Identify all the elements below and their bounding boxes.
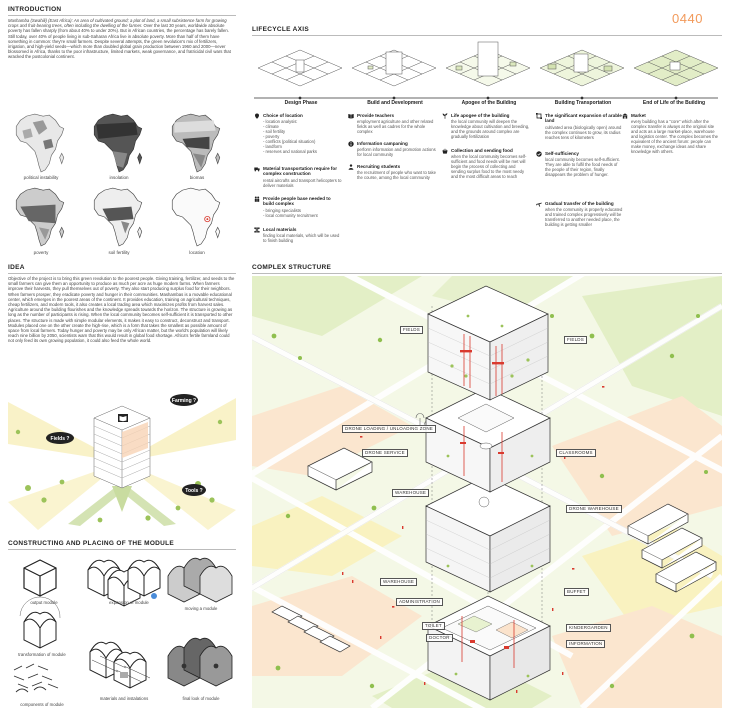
idea-diagram xyxy=(8,392,236,530)
module-caption-components: components of module xyxy=(20,702,64,707)
lc-item-collecting-food: Collection and sending food when the local community becomes self-sufficient and food needs will be met will begin the process of collecting and sending surplus food to the most needy and the most difficult areas to reach xyxy=(442,148,530,179)
intro-text xyxy=(8,18,236,60)
lc-item-life-apogee: Life apogee of the building the local community will deepen the knowledge about cultivation and breeding, and the grounds around complex are gradually fertilization xyxy=(442,113,530,139)
label-drone-loading: DRONE LOADING / UNLOADING ZONE xyxy=(342,425,436,433)
lifecycle-heading: LIFECYCLE AXIS xyxy=(252,26,310,33)
phase-diagram-end xyxy=(634,50,718,86)
map-caption-4: poverty xyxy=(33,250,49,255)
idea-rule xyxy=(8,273,236,274)
lc-item-self-sufficiency: Self-sufficiency local community becomes self-sufficient. They are able to fulfil the food needs of the people of their region, finally disappears the problem of hunger. xyxy=(536,151,624,177)
book-icon xyxy=(348,113,354,119)
lc-item-people-base: Provide people base needed to build complex - bringing specialists - local community recruitment xyxy=(254,196,342,218)
intro-heading: INTRODUCTION xyxy=(8,6,62,13)
lc-item-info-campaign: Information campaning perform information and promotion actions for local community xyxy=(348,141,436,157)
expand-icon xyxy=(536,113,542,119)
label-classrooms: CLASSROOMS xyxy=(556,449,596,457)
lifecycle-rule xyxy=(252,35,722,36)
phase-diagram-apogee xyxy=(446,42,530,86)
students-icon xyxy=(348,164,354,170)
phase-title-5: End of Life of the Building xyxy=(642,100,706,106)
phase-diagram-transport xyxy=(540,50,624,86)
map-biomas xyxy=(166,112,226,179)
module-caption-output: output module xyxy=(30,600,58,605)
label-information: INFORMATION xyxy=(566,640,605,648)
modules-rule xyxy=(8,549,236,550)
intro-body: Over the last 30 years, worldwide absolute poverty has fallen sharply (from about 40% to under 20%). But in African countries, the percentage has barely fallen. Still today, over 40% of people living in sub-Saharan Africa live in absolute poverty. More than half of them have something in common: they're small farmers. Despite several attempts, the green revolution's mix of fertilizers, irrigation, and high-yield seeds—which more than doubled global grain production between 1960 and 2000—never blossomed in Africa, thanks to the poor infrastructure, limited markets, weak governance, and fratricidal civil wars that wracked the postcolonial continent. xyxy=(8,23,231,60)
basket-icon xyxy=(442,148,448,154)
pin-icon xyxy=(254,113,260,119)
map-poverty xyxy=(10,186,70,253)
lc-item-recruiting: Recruiting students the recruitment of people who want to take the course, among the local community xyxy=(348,164,436,180)
people-icon xyxy=(254,196,260,202)
phase-title-4: Building Transportation xyxy=(554,100,612,106)
label-administration: ADMINISTRATION xyxy=(396,598,443,606)
bubble-tools: Tools ? xyxy=(185,488,203,494)
label-drone-service: DRONE SERVICE xyxy=(362,449,408,457)
map-caption-6: location xyxy=(189,250,205,255)
lc-item-expansion: The significant expansion of arable land cultivated area (biologically open) around the complex continues to grow, its radius reaches tens of kilometers xyxy=(536,113,624,140)
label-fields-right: FIELDS xyxy=(564,336,587,344)
phase-title-1: Design Phase xyxy=(284,100,318,106)
lc-item-local-materials: Local materials finding local materials, which will be used to finish building xyxy=(254,227,342,243)
info-icon xyxy=(348,141,354,147)
map-caption-1: political instability xyxy=(23,175,59,180)
map-caption-5: soil fertility xyxy=(108,250,130,255)
truck-icon xyxy=(254,166,260,172)
lc-item-choice-location: Choice of location - location analysis: - climate - soil fertility - poverty - conflicts (political situation) - landform - reserves and national parks xyxy=(254,113,342,154)
complex-rule xyxy=(252,273,722,274)
map-caption-2: insolation xyxy=(109,175,129,180)
complex-diagram xyxy=(252,276,722,708)
module-caption-transformation: transformation of module xyxy=(18,652,66,657)
lc-item-teachers: Provide teachers employment agriculture and other related fields as well as cadres for the whole complex xyxy=(348,113,436,134)
lifecycle-diagrams xyxy=(252,40,722,96)
idea-heading: IDEA xyxy=(8,264,25,271)
lc-item-gradual-transfer: Gradual transfer of the building when the community is properly educated and trained complex progressively will be transferred to another needed place, the building is getting smaller xyxy=(536,201,624,227)
module-caption-final: final look of module xyxy=(182,696,220,701)
label-buffet: BUFFET xyxy=(564,588,589,596)
idea-body: Objective of the project is to bring this green revolution to the poorest people. Giving training, fertilizer, and seeds to the small farmers can give them an opportunity to produce as much per acre as huge modern farms. When farmers improve their harvests, they pull themselves out of poverty. They also start producing surplus food for their neighbors. When farmers prosper, they eradicate poverty and hunger in their communities. Mashambas is a movable educational center, which emerges in the poorest areas of the continent. It provides education, training on agricultural techniques, cheap fertilizers, and modern tools, it also creates a local trading area which maximizes profits from harvest sales. Agriculture around the building flourishes and the knowledge spreads towards the horizon. The structure is growing as long as the number of participants is rising. When the local community becomes self-sufficient it is transported to other places. The structure is made with simple modular elements, it makes it easy to construct, deconstruct and transport. Modules placed one on the other create the high-rise, which is a form that takes the smallest as possible amount of space from local farmers. Today hunger and poverty may be only African matter, but the world's population will likely reach nine billion by 2050, scientists warn that this would result in global food shortage. Africa's fertile farmland could not only feed its own growing population, it could also feed the whole world. xyxy=(8,276,235,344)
module-caption-materials: materials and instalations xyxy=(99,696,149,701)
phase-title-2: Build and Development xyxy=(367,100,423,106)
bubble-farming: Farming ? xyxy=(171,398,197,404)
bricks-icon xyxy=(254,227,260,233)
market-icon xyxy=(622,113,628,119)
phase-title-3: Apogee of the Building xyxy=(461,100,517,106)
phase-diagram-build xyxy=(352,50,436,86)
label-warehouse-2: WAREHOUSE xyxy=(380,578,417,586)
map-caption-3: biomas xyxy=(189,175,205,180)
label-doctor: DOCTOR xyxy=(426,634,453,642)
complex-heading: COMPLEX STRUCTURE xyxy=(252,264,332,271)
label-kindergarden: KINDERGARDEN xyxy=(566,624,611,632)
intro-lead: Mashamba (Swahili) (East Africa): An area of cultivated ground; a plot of land, a small subsistence farm for growing crops and fruit-bearing trees, often including the dwelling of the farmer. xyxy=(8,18,227,29)
intro-rule xyxy=(8,15,236,16)
module-caption-moving: moving a module xyxy=(184,606,218,611)
module-caption-expansion: expansion of module xyxy=(109,600,149,605)
map-insolation xyxy=(88,112,148,179)
lc-item-material-transport: Material transportation require for complex construction rental aircrafts and transport helicopters to deliver materials xyxy=(254,166,342,188)
label-toilet: TOILET xyxy=(422,622,445,630)
modules-diagram xyxy=(8,552,236,714)
map-location xyxy=(166,186,226,253)
label-drone-warehouse: DRONE WAREHOUSE xyxy=(566,505,622,513)
modules-heading: CONSTRUCTING AND PLACING OF THE MODULE xyxy=(8,540,175,547)
bubble-fields: Fields ? xyxy=(50,436,70,442)
plant-icon xyxy=(442,113,448,119)
map-soil-fertility xyxy=(88,186,148,253)
check-icon xyxy=(536,151,542,157)
page-number: 0440 xyxy=(672,11,703,26)
plane-icon xyxy=(536,201,542,207)
label-fields-left: FIELDS xyxy=(400,326,423,334)
map-political-instability xyxy=(10,112,70,179)
phase-diagram-design xyxy=(258,50,342,86)
lc-item-market: Market every building has a "core" which after the complex transfer is always at the original site and acts as a large market-place, warehouse and logistics center. The complex becomes the equivalent of the ancient forum: people can make money, exchange ideas and share knowledge with others. xyxy=(622,113,722,154)
label-warehouse-1: WAREHOUSE xyxy=(392,489,429,497)
